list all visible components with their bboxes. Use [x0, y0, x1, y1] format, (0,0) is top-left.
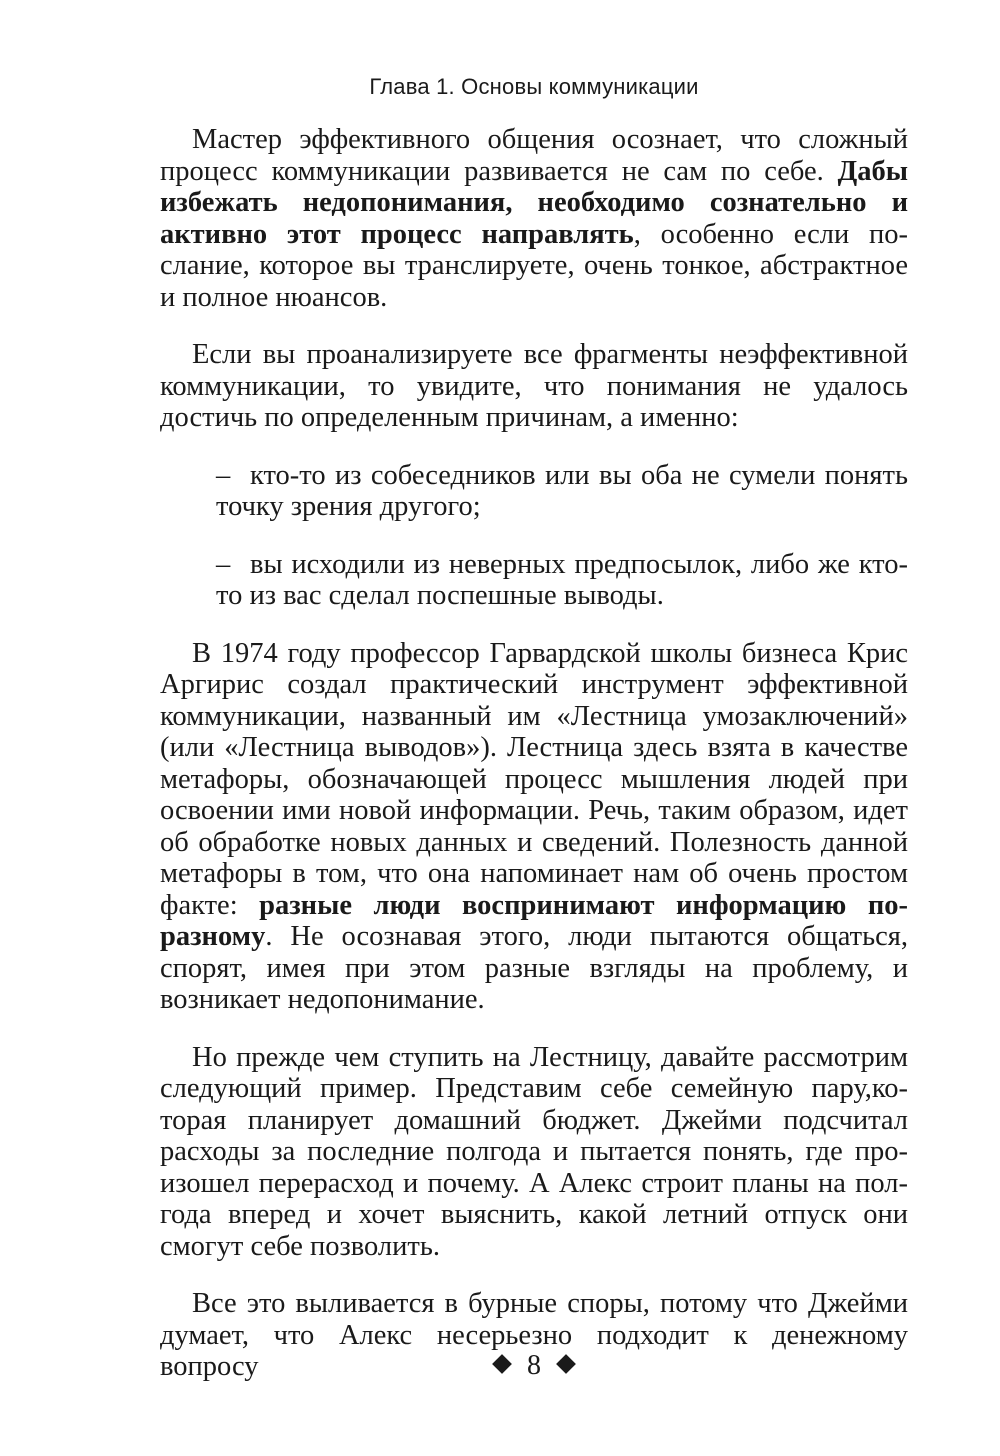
- page-number: 8: [527, 1350, 541, 1381]
- paragraph-1-text-c: , особенно если послание, которое вы транслируете, очень тонкое, абстрактное и полное нюансов.: [160, 218, 908, 313]
- paragraph-3-text-c: . Не осознавая этого, люди пытаются общаться, спорят, имея при этом разные взгляды на проблему, и возникает недопонимание.: [160, 921, 908, 1015]
- list-item: [160, 549, 908, 612]
- diamond-ornament-icon: [556, 1354, 576, 1374]
- dash-marker: –: [216, 548, 231, 580]
- dash-marker: –: [216, 459, 231, 491]
- list-item-text: кто-то из собеседников или вы оба не сумели понять точку зрения другого;: [216, 459, 908, 522]
- paragraph-1-bold: Дабы избежать недопонимания, необходимо сознательно и активно этот процесс направлять: [160, 155, 908, 250]
- list-item-text: вы исходили из неверных предпосылок, либо же кто-то из вас сделал поспешные выводы.: [216, 548, 908, 611]
- paragraph-1-text-a: Мастер эффективного общения осознает, что сложный процесс коммуникации развивается не сам по себе.: [160, 124, 908, 187]
- paragraph-3-text-a: В 1974 году профессор Гарвардской школы бизнеса Крис Аргирис создал практический инструмент эффективной коммуникации, названный им «Лестница умозаключений» (или «Лестница выводов»). Лестница здесь взята в качестве метафоры, обозначающей процесс мышления людей при освоении ими новой информации. Речь, таким образом, идет об обработке новых данных и сведений. Полезность данной метафоры в том, что она напоминает нам об очень простом факте:: [160, 637, 908, 921]
- diamond-ornament-icon: [492, 1354, 512, 1374]
- paragraph-1: [160, 124, 908, 313]
- paragraph-4: Но прежде чем ступить на Лестницу, давайте рассмотрим следующий пример. Представим себе семейную пару,которая планирует домашний бюджет. Джейми подсчитал расходы за последние полгода и пытается понять, где произошел перерасход и почему. А Алекс строит планы на полгода вперед и хочет выяснить, какой летний отпуск они смогут себе позволить.: [160, 1041, 908, 1262]
- list-item: [160, 460, 908, 523]
- book-page: [160, 0, 908, 1456]
- page-footer: [160, 1350, 908, 1382]
- paragraph-2: Если вы проанализируете все фрагменты неэффективной коммуникации, то увидите, что понимания не удалось достичь по определенным причинам, а именно:: [160, 339, 908, 433]
- running-head: Глава 1. Основы коммуникации: [369, 74, 699, 99]
- body-text: [160, 124, 908, 1383]
- paragraph-3-bold: разные люди воспринимают информацию по-разному: [160, 889, 908, 952]
- paragraph-3: [160, 638, 908, 1016]
- paragraph-5: Все это выливается в бурные споры, потому что Джейми думает, что Алекс несерьезно подходит к денежному вопросу: [160, 1288, 908, 1382]
- reasons-list: [160, 460, 908, 612]
